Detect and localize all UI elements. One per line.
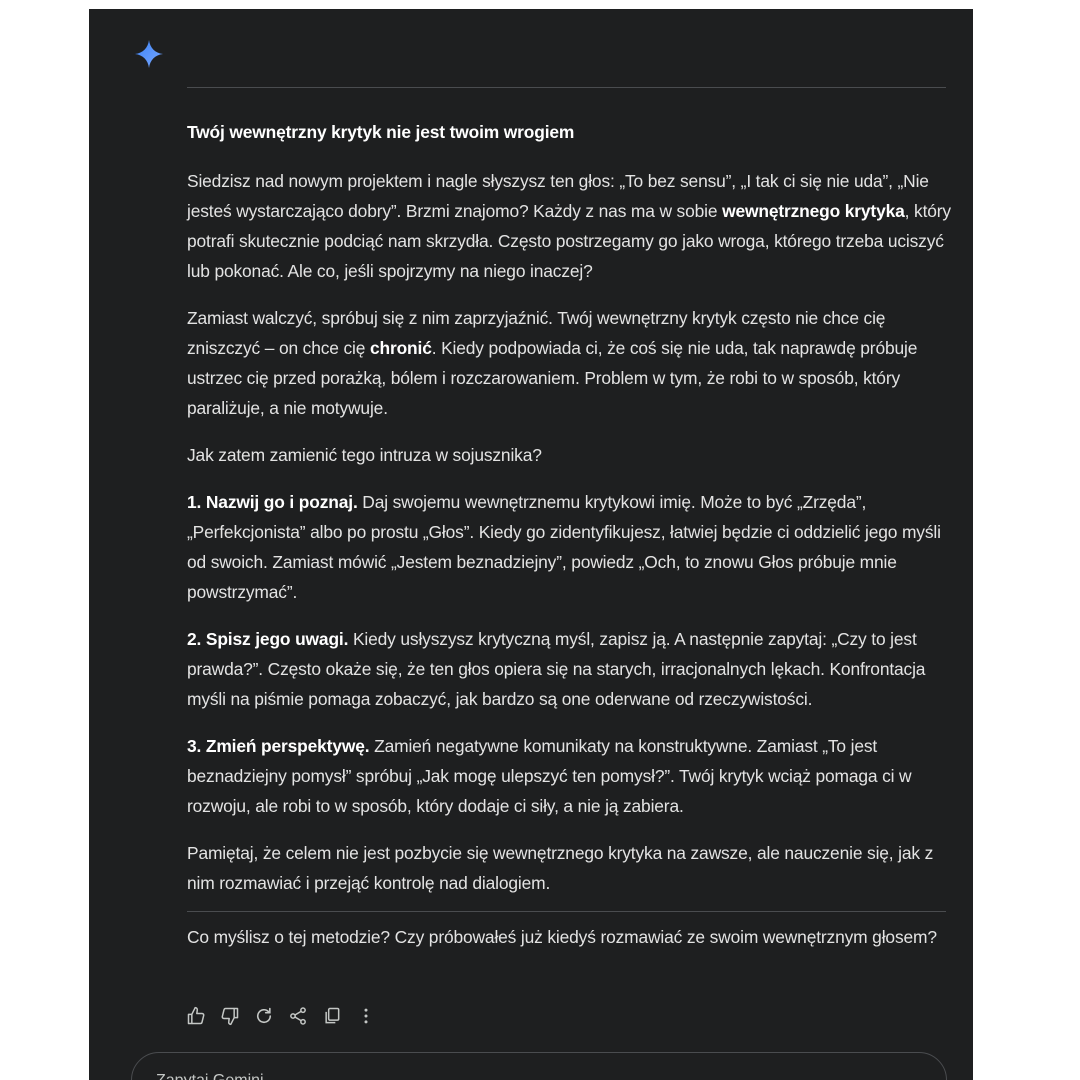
thumb-up-icon	[186, 1006, 206, 1026]
regenerate-icon	[254, 1006, 274, 1026]
share-button[interactable]	[287, 1005, 309, 1027]
more-options-button[interactable]	[355, 1005, 377, 1027]
step-item: 3. Zmień perspektywę. Zamień negatywne komunikaty na konstruktywne. Zamiast „To jest beznadziejny pomysł” spróbuj „Jak mogę ulepszyć ten pomysł?”. Twój krytyk wciąż pomaga ci w rozwoju, ale robi to w sposób, który dodaje ci siły, a nie ją zabiera.	[187, 736, 912, 816]
copy-button[interactable]	[321, 1005, 343, 1027]
copy-icon	[322, 1006, 342, 1026]
paragraph-closing: Pamiętaj, że celem nie jest pozbycie się wewnętrznego krytyka na zawsze, ale nauczenie się, jak z nim rozmawiać i przejąć kontrolę nad dialogiem.	[187, 843, 934, 893]
prompt-composer	[131, 1052, 947, 1080]
regenerate-button[interactable]	[253, 1005, 275, 1027]
step-item: 1. Nazwij go i poznaj. Daj swojemu wewnętrznemu krytykowi imię. Może to być „Zrzęda”, „Perfekcjonista” albo po prostu „Głos”. Kiedy go zidentyfikujesz, łatwiej będzie ci oddzielić jego myśli od swoich. Zamiast mówić „Jestem beznadziejny”, powiedz „Och, to znowu Głos próbuje mnie powstrzymać”.	[187, 492, 941, 602]
response-title: Twój wewnętrzny krytyk nie jest twoim wrogiem	[187, 122, 575, 142]
thumb-down-button[interactable]	[219, 1005, 241, 1027]
top-divider	[187, 87, 946, 88]
prompt-input[interactable]	[154, 1071, 758, 1080]
chat-panel	[89, 9, 973, 1080]
response-actions	[185, 1005, 377, 1027]
follow-up-question: Co myślisz o tej metodzie? Czy próbowałeś już kiedyś rozmawiać ze swoim wewnętrznym głosem?	[187, 927, 937, 947]
gemini-spark-icon	[135, 40, 163, 68]
response-body	[187, 117, 957, 915]
paragraph-befriend: Zamiast walczyć, spróbuj się z nim zaprzyjaźnić. Twój wewnętrzny krytyk często nie chce cię zniszczyć – on chce cię chronić. Kiedy podpowiada ci, że coś się nie uda, tak naprawdę próbuje ustrzec cię przed porażką, bólem i rozczarowaniem. Problem w tym, że robi to w sposób, który paraliżuje, a nie motywuje.	[187, 308, 918, 418]
share-icon	[288, 1006, 308, 1026]
more-options-icon	[356, 1006, 376, 1026]
bottom-divider	[187, 911, 946, 912]
paragraph-question-lead: Jak zatem zamienić tego intruza w sojusznika?	[187, 445, 542, 465]
thumb-down-icon	[220, 1006, 240, 1026]
paragraph-intro: Siedzisz nad nowym projektem i nagle słyszysz ten głos: „To bez sensu”, „I tak ci się nie uda”, „Nie jesteś wystarczająco dobry”. Brzmi znajomo? Każdy z nas ma w sobie wewnętrznego krytyka, który potrafi skutecznie podciąć nam skrzydła. Często postrzegamy go jako wroga, którego trzeba uciszyć lub pokonać. Ale co, jeśli spojrzymy na niego inaczej?	[187, 171, 951, 281]
thumb-up-button[interactable]	[185, 1005, 207, 1027]
step-item: 2. Spisz jego uwagi. Kiedy usłyszysz krytyczną myśl, zapisz ją. A następnie zapytaj: „Czy to jest prawda?”. Często okaże się, że ten głos opiera się na starych, irracjonalnych lękach. Konfrontacja myśli na piśmie pomaga zobaczyć, jak bardzo są one oderwane od rzeczywistości.	[187, 629, 926, 709]
